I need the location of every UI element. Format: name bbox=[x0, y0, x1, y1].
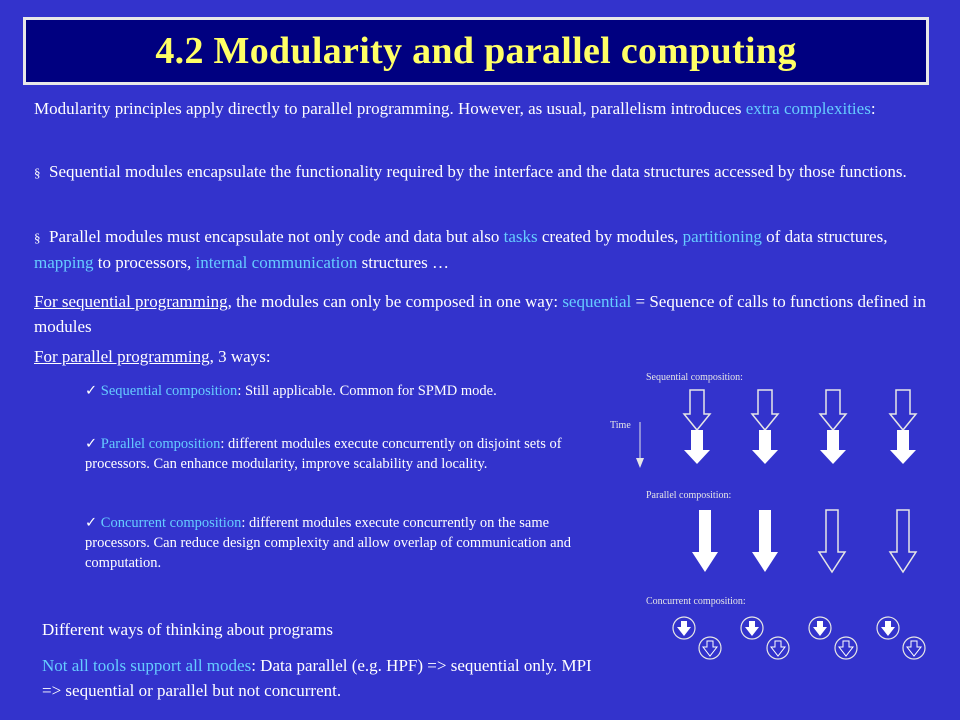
composition-name: Parallel composition bbox=[100, 436, 221, 452]
composition-item-parallel bbox=[85, 434, 575, 474]
composition-name: Sequential composition bbox=[100, 383, 238, 399]
tasks-highlight: tasks bbox=[503, 227, 538, 246]
composition-diagram bbox=[600, 362, 950, 672]
bullet-text: structures … bbox=[357, 253, 450, 272]
parallel-composition-label: Parallel composition: bbox=[646, 490, 732, 501]
tools-paragraph bbox=[42, 653, 602, 703]
bullet-text: of data structures, bbox=[761, 227, 888, 246]
bullet-text: to processors, bbox=[93, 253, 196, 272]
sequential-composition-label: Sequential composition: bbox=[646, 372, 743, 383]
bullet-text: Sequential modules encapsulate the functionality required by the interface and the data structures accessed by those functions. bbox=[49, 162, 907, 181]
sequential-hollow-arrows bbox=[684, 390, 916, 430]
internal-communication-highlight: internal communication bbox=[195, 253, 358, 272]
paragraph-text: = Sequence of calls to functions defined in modules bbox=[34, 292, 926, 336]
sequential-programming-heading: For sequential programming bbox=[34, 292, 228, 311]
parallel-hollow-arrows bbox=[819, 510, 916, 572]
composition-desc: : different modules execute concurrently on disjoint sets of processors. Can enhance modularity, improve scalability and locality. bbox=[85, 436, 562, 472]
composition-item-sequential bbox=[85, 381, 575, 401]
intro-paragraph bbox=[34, 96, 934, 121]
time-label: Time bbox=[610, 420, 631, 431]
extra-complexities-highlight: extra complexities bbox=[745, 99, 871, 118]
concurrent-arrows bbox=[673, 617, 925, 659]
intro-text: Modularity principles apply directly to parallel programming. However, as usual, parallelism introduces bbox=[34, 99, 746, 118]
tools-highlight: Not all tools support all modes bbox=[42, 656, 252, 675]
tools-text: : Data parallel (e.g. HPF) => sequential only. MPI => sequential or parallel but not concurrent. bbox=[42, 656, 592, 700]
composition-name: Concurrent composition bbox=[100, 515, 242, 531]
bullet-marker: § bbox=[34, 230, 41, 245]
checkmark-icon: ✓ bbox=[85, 515, 98, 531]
checkmark-icon: ✓ bbox=[85, 436, 98, 452]
sequential-programming-paragraph bbox=[34, 289, 934, 339]
paragraph-text: , 3 ways: bbox=[209, 347, 271, 366]
concurrent-composition-label: Concurrent composition: bbox=[646, 596, 746, 607]
bullet-sequential-modules bbox=[34, 159, 934, 185]
time-axis-arrowhead bbox=[636, 458, 644, 468]
partitioning-highlight: partitioning bbox=[682, 227, 762, 246]
composition-diagram-svg bbox=[600, 362, 950, 672]
mapping-highlight: mapping bbox=[34, 253, 94, 272]
slide-title: 4.2 Modularity and parallel computing bbox=[155, 30, 797, 72]
bullet-text: created by modules, bbox=[537, 227, 683, 246]
bullet-marker: § bbox=[34, 165, 41, 180]
bullet-parallel-modules bbox=[34, 224, 934, 275]
composition-item-concurrent bbox=[85, 513, 575, 573]
sequential-filled-arrows bbox=[684, 430, 916, 464]
paragraph-text: , the modules can only be composed in one way: bbox=[227, 292, 563, 311]
parallel-filled-arrows bbox=[692, 510, 778, 572]
different-ways-text: Different ways of thinking about programs bbox=[42, 620, 333, 639]
intro-colon: : bbox=[870, 99, 876, 118]
title-box bbox=[23, 17, 929, 85]
parallel-programming-heading: For parallel programming bbox=[34, 347, 210, 366]
composition-desc: : different modules execute concurrently on the same processors. Can reduce design complexity and allow overlap of communication and computation. bbox=[85, 515, 572, 571]
sequential-highlight: sequential bbox=[562, 292, 632, 311]
checkmark-icon: ✓ bbox=[85, 383, 98, 399]
bullet-text: Parallel modules must encapsulate not only code and data but also bbox=[49, 227, 504, 246]
composition-desc: : Still applicable. Common for SPMD mode. bbox=[237, 383, 497, 399]
